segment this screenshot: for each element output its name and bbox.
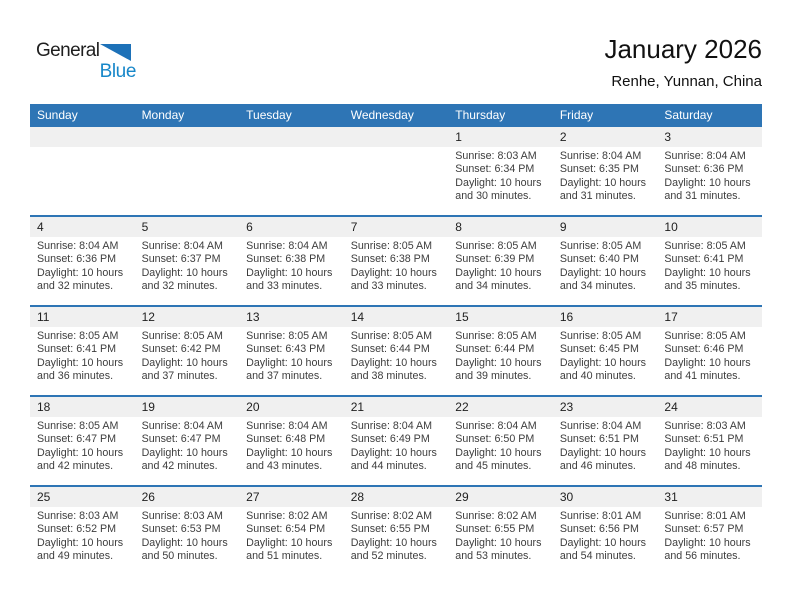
daylight-text-line2: and 54 minutes. [559,550,636,563]
daylight-text-line1: Daylight: 10 hours [664,356,751,369]
day-cell [239,307,344,395]
daylight-text-line1: Daylight: 10 hours [350,536,437,549]
daylight-text-line1: Daylight: 10 hours [559,536,646,549]
daylight-text-line2: and 40 minutes. [559,370,636,383]
day-number-band [344,487,449,507]
daylight-text-line2: and 48 minutes. [664,460,741,473]
daylight-text-line2: and 45 minutes. [455,460,532,473]
sunrise-text: Sunrise: 8:05 AM [350,330,433,342]
sunset-text: Sunset: 6:39 PM [455,253,535,266]
sunrise-text: Sunrise: 8:05 AM [559,330,642,342]
daylight-text-line1: Daylight: 10 hours [455,536,542,549]
day-cell [448,217,553,305]
daylight-text-line1: Daylight: 10 hours [559,266,646,279]
daylight-text-line1: Daylight: 10 hours [350,446,437,459]
day-details [448,147,553,204]
daylight-text-line1: Daylight: 10 hours [455,356,542,369]
day-number: 18 [37,400,51,414]
day-details [553,237,658,294]
day-number: 25 [37,490,51,504]
sunset-text: Sunset: 6:44 PM [455,343,535,356]
day-number-band [135,217,240,237]
day-number: 13 [246,310,260,324]
day-cell [553,217,658,305]
day-number-band [448,127,553,147]
daylight-text-line1: Daylight: 10 hours [37,356,124,369]
weekday-tuesday: Tuesday [246,108,292,122]
daylight-text-line2: and 37 minutes. [246,370,323,383]
sunrise-text: Sunrise: 8:03 AM [455,150,537,162]
day-cell [135,307,240,395]
day-number-band [657,127,762,147]
sunset-text: Sunset: 6:56 PM [559,523,639,536]
sunrise-text: Sunrise: 8:03 AM [37,510,119,522]
day-number-band [448,397,553,417]
sunrise-text: Sunrise: 8:04 AM [246,420,328,432]
daylight-text-line2: and 33 minutes. [246,280,323,293]
daylight-text-line2: and 32 minutes. [37,280,114,293]
day-cell [239,487,344,575]
day-details [657,327,762,384]
day-cell [30,487,135,575]
daylight-text-line2: and 53 minutes. [455,550,532,563]
day-details [239,327,344,384]
day-details [344,327,449,384]
weekday-thursday: Thursday [455,108,506,122]
sunset-text: Sunset: 6:40 PM [559,253,639,266]
sunrise-text: Sunrise: 8:05 AM [246,330,328,342]
day-details [135,327,240,384]
day-number: 31 [664,490,678,504]
daylight-text-line1: Daylight: 10 hours [559,446,646,459]
sunrise-text: Sunrise: 8:04 AM [664,150,746,162]
daylight-text-line1: Daylight: 10 hours [664,266,751,279]
day-details [553,327,658,384]
daylight-text-line1: Daylight: 10 hours [141,536,228,549]
title-block [604,34,762,91]
page-title: January 2026 [604,34,762,64]
day-number: 7 [350,220,358,234]
day-number: 14 [350,310,365,324]
daylight-text-line2: and 49 minutes. [37,550,114,563]
sunrise-text: Sunrise: 8:04 AM [141,240,223,252]
sunset-text: Sunset: 6:36 PM [664,163,744,176]
day-cell [30,217,135,305]
day-details [344,417,449,474]
daylight-text-line2: and 33 minutes. [350,280,427,293]
sunset-text: Sunset: 6:44 PM [350,343,430,356]
daylight-text-line2: and 50 minutes. [141,550,218,563]
day-number-band [344,307,449,327]
sunset-text: Sunset: 6:51 PM [664,433,744,446]
sunset-text: Sunset: 6:57 PM [664,523,744,536]
logo-text-blue: Blue [99,61,136,82]
weekday-header-row [30,104,762,127]
daylight-text-line2: and 31 minutes. [559,190,636,203]
day-cell [448,307,553,395]
daylight-text-line2: and 56 minutes. [664,550,741,563]
weekday-friday: Friday [559,108,594,122]
sunrise-text: Sunrise: 8:04 AM [37,240,119,252]
daylight-text-line2: and 39 minutes. [455,370,532,383]
daylight-text-line2: and 32 minutes. [141,280,218,293]
daylight-text-line1: Daylight: 10 hours [350,266,437,279]
sunrise-text: Sunrise: 8:04 AM [455,420,537,432]
sunrise-text: Sunrise: 8:05 AM [664,330,746,342]
sunset-text: Sunset: 6:41 PM [664,253,744,266]
sunrise-text: Sunrise: 8:03 AM [141,510,223,522]
daylight-text-line2: and 42 minutes. [37,460,114,473]
sunrise-text: Sunrise: 8:02 AM [455,510,537,522]
daylight-text-line1: Daylight: 10 hours [455,176,542,189]
day-number-band [553,127,658,147]
weekday-sunday: Sunday [37,108,78,122]
sunset-text: Sunset: 6:41 PM [37,343,117,356]
day-number: 22 [455,400,469,414]
sunrise-text: Sunrise: 8:05 AM [37,330,119,342]
day-details [448,417,553,474]
day-number-band [30,217,135,237]
day-details [657,417,762,474]
day-number-band [30,307,135,327]
sunrise-text: Sunrise: 8:04 AM [246,240,328,252]
day-cell [448,127,553,215]
day-number: 30 [559,490,574,504]
sunrise-text: Sunrise: 8:05 AM [141,330,223,342]
day-number: 8 [455,220,462,234]
sunrise-text: Sunrise: 8:02 AM [246,510,328,522]
day-number-band [448,307,553,327]
day-number: 9 [559,220,567,234]
daylight-text-line1: Daylight: 10 hours [350,356,437,369]
daylight-text-line1: Daylight: 10 hours [664,446,751,459]
day-number-band [553,217,658,237]
daylight-text-line1: Daylight: 10 hours [664,176,751,189]
daylight-text-line2: and 31 minutes. [664,190,741,203]
sunset-text: Sunset: 6:53 PM [141,523,221,536]
sunset-text: Sunset: 6:47 PM [141,433,221,446]
sunset-text: Sunset: 6:47 PM [37,433,117,446]
daylight-text-line2: and 38 minutes. [350,370,427,383]
day-number: 26 [141,490,155,504]
daylight-text-line2: and 30 minutes. [455,190,532,203]
day-cell [448,487,553,575]
day-details [553,507,658,564]
day-number-band [344,127,449,147]
day-cell [135,217,240,305]
empty-day-cell [239,127,344,215]
day-details [239,417,344,474]
daylight-text-line2: and 43 minutes. [246,460,323,473]
sunset-text: Sunset: 6:35 PM [559,163,639,176]
day-details [553,147,658,204]
day-number: 16 [559,310,574,324]
daylight-text-line1: Daylight: 10 hours [246,266,333,279]
empty-day-cell [344,127,449,215]
day-number-band [344,217,449,237]
day-details [657,507,762,564]
daylight-text-line1: Daylight: 10 hours [37,536,124,549]
day-details [135,417,240,474]
sunrise-text: Sunrise: 8:03 AM [664,420,746,432]
day-number-band [135,397,240,417]
daylight-text-line2: and 42 minutes. [141,460,218,473]
sunset-text: Sunset: 6:38 PM [246,253,326,266]
day-number-band [30,487,135,507]
day-number-band [239,127,344,147]
sunset-text: Sunset: 6:49 PM [350,433,430,446]
sunset-text: Sunset: 6:34 PM [455,163,535,176]
sunset-text: Sunset: 6:50 PM [455,433,535,446]
day-cell [657,217,762,305]
day-cell [657,487,762,575]
day-cell [135,397,240,485]
sunrise-text: Sunrise: 8:05 AM [455,240,537,252]
day-number: 2 [559,130,567,144]
day-number-band [30,127,135,147]
day-number-band [657,397,762,417]
day-number-band [553,397,658,417]
sunset-text: Sunset: 6:38 PM [350,253,430,266]
day-number-band [135,487,240,507]
day-number: 3 [664,130,672,144]
day-details [657,237,762,294]
daylight-text-line1: Daylight: 10 hours [246,536,333,549]
day-details [553,417,658,474]
daylight-text-line2: and 34 minutes. [455,280,532,293]
day-number-band [239,397,344,417]
location-subtitle: Renhe, Yunnan, China [611,73,762,90]
day-details [30,507,135,564]
day-number: 20 [246,400,260,414]
day-cell [657,307,762,395]
sunset-text: Sunset: 6:48 PM [246,433,326,446]
daylight-text-line1: Daylight: 10 hours [664,536,751,549]
sunrise-text: Sunrise: 8:04 AM [559,420,642,432]
day-cell [344,487,449,575]
day-details [448,237,553,294]
day-number-band [657,307,762,327]
daylight-text-line1: Daylight: 10 hours [141,446,228,459]
daylight-text-line1: Daylight: 10 hours [559,356,646,369]
daylight-text-line1: Daylight: 10 hours [141,356,228,369]
general-blue-logo [36,41,136,82]
day-details [344,237,449,294]
day-number-band [657,217,762,237]
sunset-text: Sunset: 6:43 PM [246,343,326,356]
day-cell [657,127,762,215]
daylight-text-line2: and 52 minutes. [350,550,427,563]
day-number-band [30,397,135,417]
day-cell [553,487,658,575]
sunrise-text: Sunrise: 8:01 AM [664,510,746,522]
day-cell [30,307,135,395]
sunrise-text: Sunrise: 8:01 AM [559,510,642,522]
sunset-text: Sunset: 6:46 PM [664,343,744,356]
week-row [30,127,762,215]
empty-day-cell [135,127,240,215]
empty-day-cell [30,127,135,215]
day-number: 4 [37,220,44,234]
day-cell [657,397,762,485]
daylight-text-line1: Daylight: 10 hours [559,176,646,189]
day-number: 15 [455,310,469,324]
day-number-band [657,487,762,507]
daylight-text-line2: and 51 minutes. [246,550,323,563]
day-number: 1 [455,130,462,144]
sunrise-text: Sunrise: 8:04 AM [350,420,433,432]
daylight-text-line1: Daylight: 10 hours [37,266,124,279]
day-cell [344,307,449,395]
day-number: 24 [664,400,678,414]
day-number-band [239,217,344,237]
daylight-text-line1: Daylight: 10 hours [246,356,333,369]
daylight-text-line2: and 41 minutes. [664,370,741,383]
day-number: 6 [246,220,253,234]
sunset-text: Sunset: 6:55 PM [455,523,535,536]
sunset-text: Sunset: 6:45 PM [559,343,639,356]
day-details [448,327,553,384]
daylight-text-line2: and 44 minutes. [350,460,427,473]
sunrise-text: Sunrise: 8:05 AM [350,240,433,252]
sunset-text: Sunset: 6:52 PM [37,523,117,536]
day-number: 11 [37,310,50,324]
weekday-saturday: Saturday [664,108,713,122]
day-details [344,507,449,564]
daylight-text-line1: Daylight: 10 hours [455,446,542,459]
daylight-text-line1: Daylight: 10 hours [246,446,333,459]
daylight-text-line1: Daylight: 10 hours [455,266,542,279]
day-number: 23 [559,400,574,414]
daylight-text-line1: Daylight: 10 hours [37,446,124,459]
sunset-text: Sunset: 6:36 PM [37,253,117,266]
calendar [30,104,762,575]
day-number-band [448,487,553,507]
sunrise-text: Sunrise: 8:05 AM [664,240,746,252]
daylight-text-line2: and 34 minutes. [559,280,636,293]
sunset-text: Sunset: 6:42 PM [141,343,221,356]
week-row [30,395,762,485]
day-cell [553,397,658,485]
daylight-text-line1: Daylight: 10 hours [141,266,228,279]
day-number: 12 [141,310,155,324]
day-cell [553,307,658,395]
daylight-text-line2: and 37 minutes. [141,370,218,383]
day-number: 21 [350,400,365,414]
day-details [135,507,240,564]
sunrise-text: Sunrise: 8:02 AM [350,510,433,522]
sunrise-text: Sunrise: 8:04 AM [141,420,223,432]
day-cell [135,487,240,575]
week-row [30,305,762,395]
daylight-text-line2: and 36 minutes. [37,370,114,383]
day-cell [553,127,658,215]
day-number-band [239,307,344,327]
day-number: 27 [246,490,260,504]
sunset-text: Sunset: 6:51 PM [559,433,639,446]
day-details [30,417,135,474]
day-details [135,237,240,294]
day-cell [448,397,553,485]
sunrise-text: Sunrise: 8:04 AM [559,150,642,162]
day-cell [344,397,449,485]
day-number: 5 [141,220,149,234]
day-details [657,147,762,204]
day-number: 19 [141,400,155,414]
day-number-band [553,307,658,327]
sunset-text: Sunset: 6:55 PM [350,523,430,536]
day-number-band [135,127,240,147]
logo-text-general: General [36,40,100,61]
day-number-band [553,487,658,507]
weekday-wednesday: Wednesday [350,108,414,122]
daylight-text-line2: and 35 minutes. [664,280,741,293]
week-row [30,215,762,305]
day-number: 29 [455,490,469,504]
weekday-monday: Monday [141,108,185,122]
day-number: 28 [350,490,365,504]
day-number-band [448,217,553,237]
day-details [448,507,553,564]
week-row [30,485,762,575]
day-number-band [135,307,240,327]
day-details [239,507,344,564]
day-details [30,327,135,384]
calendar-weeks [30,127,762,575]
day-number: 17 [664,310,678,324]
daylight-text-line2: and 46 minutes. [559,460,636,473]
day-details [30,237,135,294]
day-cell [239,217,344,305]
day-number-band [239,487,344,507]
day-number-band [344,397,449,417]
day-details [239,237,344,294]
sunset-text: Sunset: 6:37 PM [141,253,221,266]
sunrise-text: Sunrise: 8:05 AM [37,420,119,432]
sunrise-text: Sunrise: 8:05 AM [559,240,642,252]
sunset-text: Sunset: 6:54 PM [246,523,326,536]
day-cell [30,397,135,485]
day-number: 10 [664,220,678,234]
sunrise-text: Sunrise: 8:05 AM [455,330,537,342]
day-cell [239,397,344,485]
day-cell [344,217,449,305]
